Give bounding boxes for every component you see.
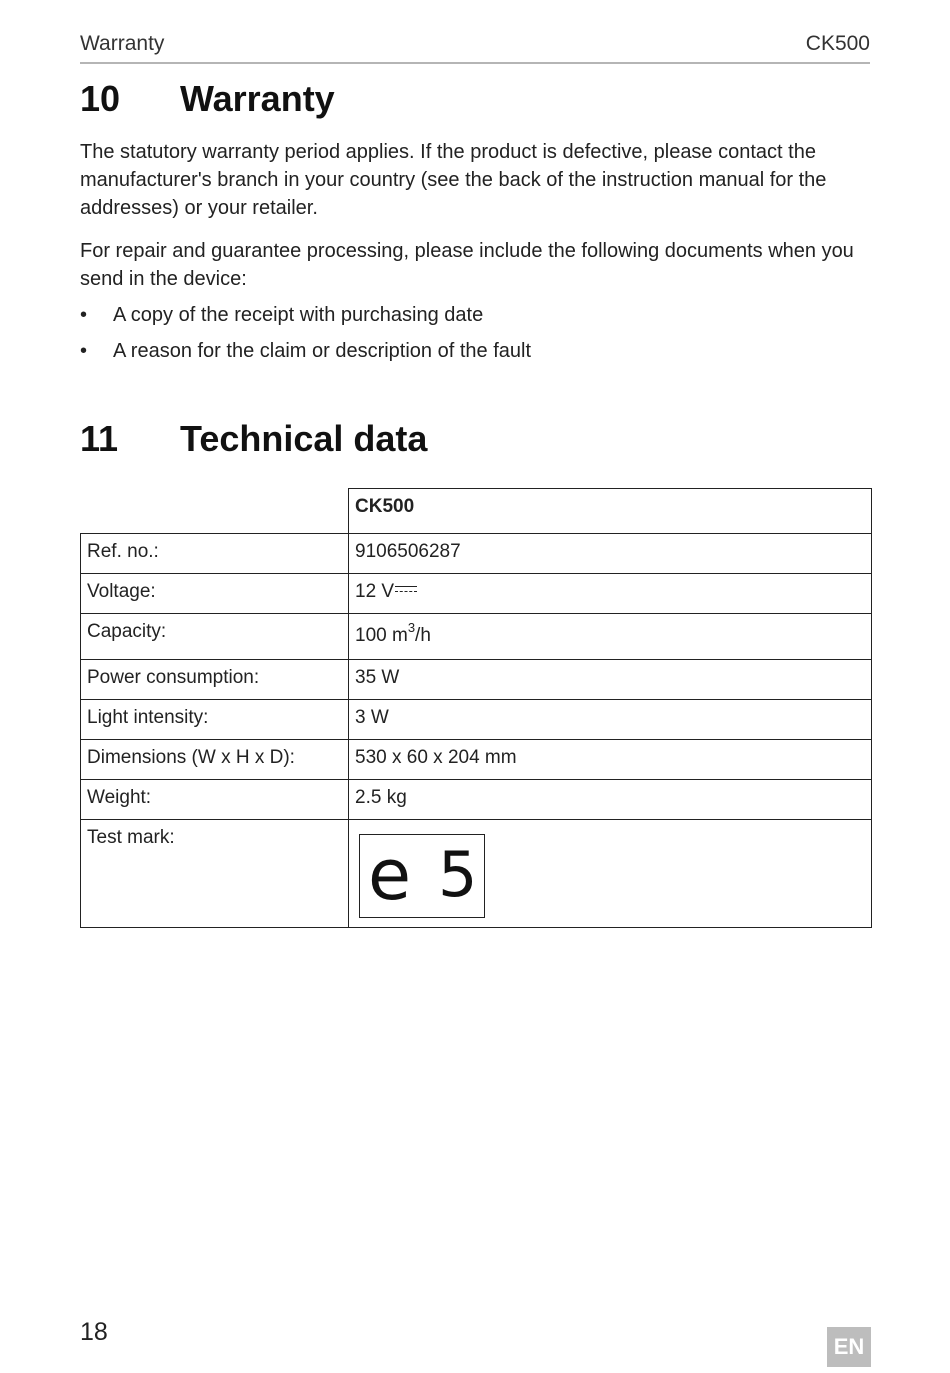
row-value-superscript: 3 (407, 619, 416, 635)
row-label: Power consumption: (81, 660, 349, 700)
row-value: 12 V (355, 581, 395, 602)
section-heading-warranty (80, 78, 870, 124)
running-header (80, 30, 870, 64)
list-item (80, 337, 870, 373)
table-row (81, 740, 872, 780)
row-label: Voltage: (81, 574, 349, 614)
row-value: 35 W (349, 660, 872, 700)
section-number: 11 (80, 418, 119, 459)
e-mark-letter: e (368, 834, 412, 916)
table-row (81, 700, 872, 740)
row-label: Light intensity: (81, 700, 349, 740)
row-value: 3 W (349, 700, 872, 740)
table-header-row (81, 489, 872, 534)
table-row (81, 534, 872, 574)
section-heading-technical-data (80, 418, 870, 464)
row-value: 9106506287 (349, 534, 872, 574)
e-mark-icon (359, 834, 485, 918)
language-badge: EN (827, 1327, 871, 1367)
documents-paragraph: For repair and guarantee processing, please include the following documents when you send in the device: (80, 240, 854, 290)
table-row (81, 820, 872, 928)
row-value: 100 m (355, 625, 408, 646)
bullet-icon: • (80, 304, 88, 326)
row-value: 2.5 kg (349, 780, 872, 820)
header-product-name: CK500 (805, 32, 870, 55)
table-row (81, 660, 872, 700)
bullet-icon: • (80, 340, 88, 362)
section-number: 10 (80, 78, 121, 119)
list-item (80, 301, 870, 337)
row-label: Test mark: (81, 820, 349, 928)
table-column-header: CK500 (349, 489, 872, 534)
list-item-text: A copy of the receipt with purchasing date (113, 304, 484, 326)
direct-current-icon (395, 583, 417, 597)
list-item-text: A reason for the claim or description of the fault (113, 340, 531, 362)
table-row (81, 574, 872, 614)
row-value-cell (349, 820, 872, 928)
technical-data-table (80, 488, 872, 928)
row-label: Ref. no.: (81, 534, 349, 574)
row-value-cell (349, 614, 872, 660)
header-section-name: Warranty (80, 32, 165, 55)
table-row (81, 780, 872, 820)
row-label: Dimensions (W x H x D): (81, 740, 349, 780)
e-mark-number: 5 (438, 838, 478, 911)
row-value-suffix: /h (415, 625, 431, 646)
section-title: Warranty (180, 78, 335, 119)
row-value: 530 x 60 x 204 mm (349, 740, 872, 780)
table-corner-cell (81, 489, 349, 534)
row-value-cell (349, 574, 872, 614)
warranty-paragraph: The statutory warranty period applies. If the product is defective, please contact the manufacturer's branch in your country (see the back of the instruction manual for the addresses) or your retailer. (80, 141, 827, 219)
row-label: Capacity: (81, 614, 349, 660)
row-label: Weight: (81, 780, 349, 820)
page-number: 18 (80, 1318, 108, 1346)
documents-list (80, 301, 870, 373)
section-title: Technical data (180, 418, 428, 459)
table-row (81, 614, 872, 660)
